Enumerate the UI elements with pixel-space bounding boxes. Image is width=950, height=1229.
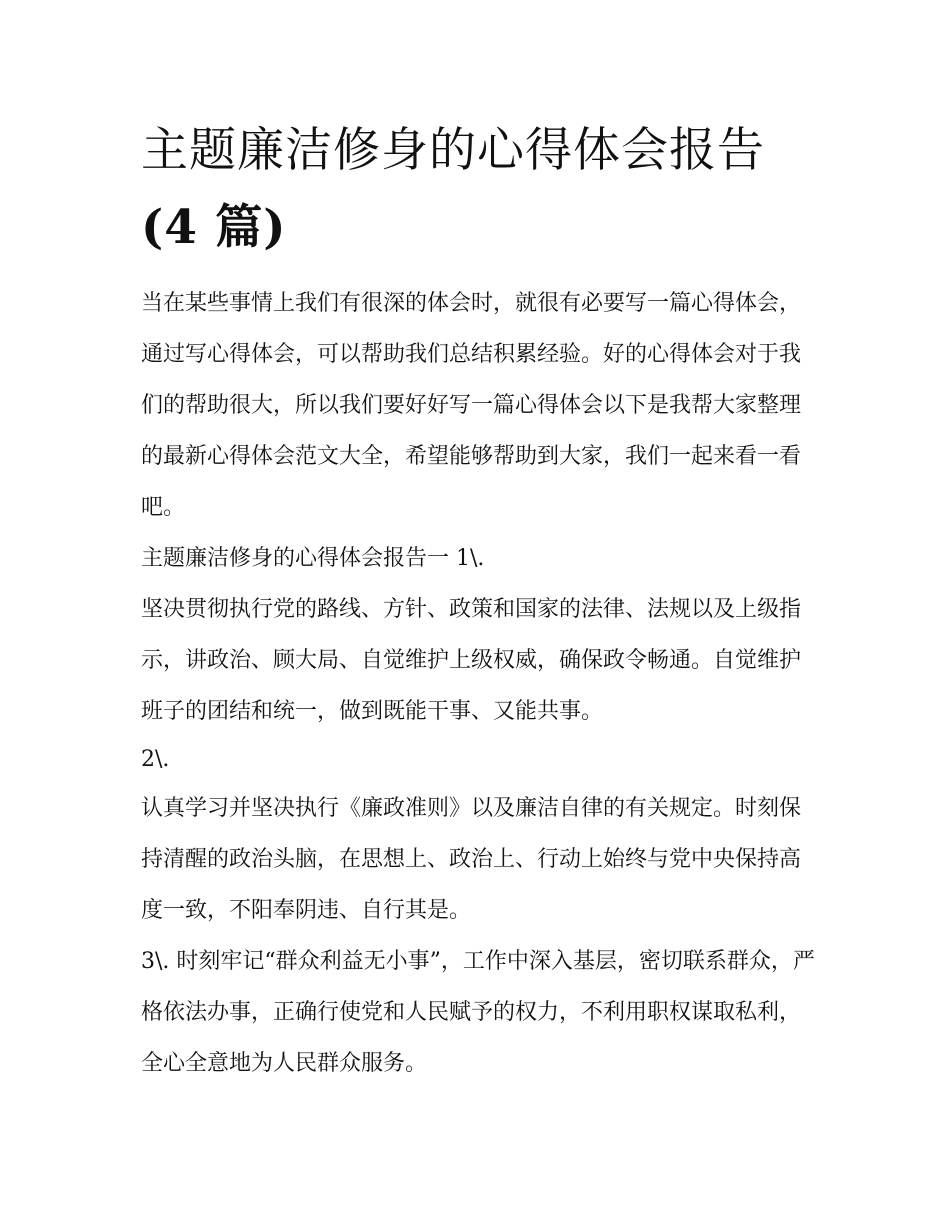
- document-page: [141, 112, 821, 1089]
- point-3-paragraph: 3\. 时刻牢记“群众利益无小事”，工作中深入基层，密切联系群众，严格依法办事，正确行使党和人民赋予的权力，不利用职权谋取私利，全心全意地为人民群众服务。: [141, 949, 815, 1076]
- section-heading: 主题廉洁修身的心得体会报告一 1\.: [141, 546, 485, 571]
- intro-paragraph: 当在某些事情上我们有很深的体会时，就很有必要写一篇心得体会，通过写心得体会，可以帮助我们总结积累经验。好的心得体会对于我们的帮助很大，所以我们要好好写一篇心得体会以下是我帮大家整理的最新心得体会范文大全，希望能够帮助到大家，我们一起来看一看吧。: [141, 291, 802, 520]
- document-body: [141, 278, 821, 1089]
- document-title: [141, 112, 821, 266]
- point-2-number: 2\.: [141, 747, 170, 772]
- point-1-paragraph: 坚决贯彻执行党的路线、方针、政策和国家的法律、法规以及上级指示，讲政治、顾大局、自觉维护上级权威，确保政令畅通。自觉维护班子的团结和统一，做到既能干事、又能共事。: [141, 597, 802, 724]
- title-main: 主题廉洁修身的心得体会报告: [141, 123, 765, 178]
- title-count: (4 篇): [141, 200, 287, 255]
- point-2-paragraph: 认真学习并坚决执行《廉政准则》以及廉洁自律的有关规定。时刻保持清醒的政治头脑，在思想上、政治上、行动上始终与党中央保持高度一致，不阳奉阴违、自行其是。: [141, 796, 802, 923]
